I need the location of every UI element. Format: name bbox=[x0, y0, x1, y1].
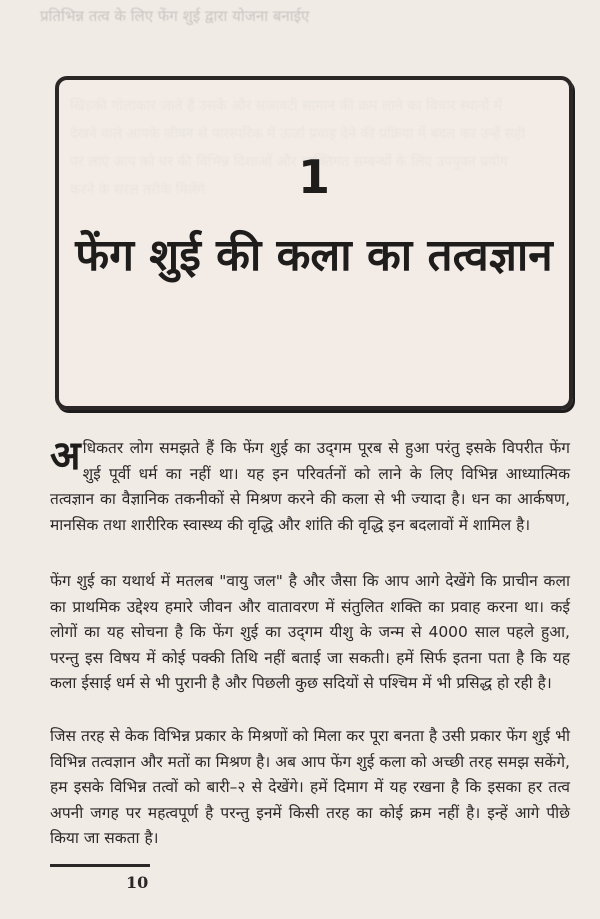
drop-cap: अ bbox=[50, 433, 81, 479]
footer-rule bbox=[50, 864, 150, 867]
page-number: 10 bbox=[126, 873, 149, 892]
paragraph-3: जिस तरह से केक विभिन्न प्रकार के मिश्रणों को मिला कर पूरा बनता है उसी प्रकार फेंग शुई भी विभिन्न तत्वज्ञान और मतों का मिश्रण है। अब आप फेंग शुई कला को अच्छी तरह समझ सकेंगे, हम इसके विभिन्न तत्वों को बारी–२ से देखेंगे। हमें दिमाग में यह रखना है कि इसका हर तत्व अपनी जगह पर महत्वपूर्ण है परन्तु इनमें किसी तरह का कोई क्रम नहीं है। इन्हें आगे पीछे किया जा सकता है। bbox=[50, 727, 570, 848]
chapter-number: 1 bbox=[297, 150, 330, 204]
paragraph-1 bbox=[50, 433, 570, 538]
paragraph-2: फेंग शुई का यथार्थ में मतलब "वायु जल" है और जैसा कि आप आगे देखेंगे कि प्राचीन कला का प्राथमिक उद्देश्य हमारे जीवन और वातावरण में संतुलित शक्ति का प्रवाह करना था। कई लोगों का यह सोचना है कि फेंग शुई का उद्‌गम यीशु के जन्म से 4000 साल पहले हुआ, परन्तु इस विषय में कोई पक्की तिथि नहीं बताई जा सकती। हमें सिर्फ इतना पता है कि यह कला ईसाई धर्म से भी पुरानी है और पिछली कुछ सदियों से पश्चिम में भी प्रसिद्ध हो रही है। bbox=[50, 572, 570, 693]
chapter-title: फेंग शुई की कला का तत्वज्ञान bbox=[75, 230, 553, 281]
paragraph-1-text: धिकतर लोग समझते हैं कि फेंग शुई का उद्‌गम पूरब से हुआ परंतु इसके विपरीत फेंग शुई पूर्वी धर्म का नहीं था। यह इन परिवर्तनों को लाने के लिए विभिन्न आध्यात्मिक तत्वज्ञान का वैज्ञानिक तकनीकों से मिश्रण करने की कला से भी ज्यादा है। धन का आर्कषण, मानसिक तथा शारीरिक स्वास्थ्य की वृद्धि और शांति की वृद्धि इन बदलावों में शामिल है। bbox=[50, 439, 570, 534]
show-through-text-top: प्रतिभिन्न तत्व के लिए फेंग शुई द्वारा योजना बनाईए bbox=[40, 7, 310, 25]
chapter-heading-box bbox=[55, 76, 573, 410]
